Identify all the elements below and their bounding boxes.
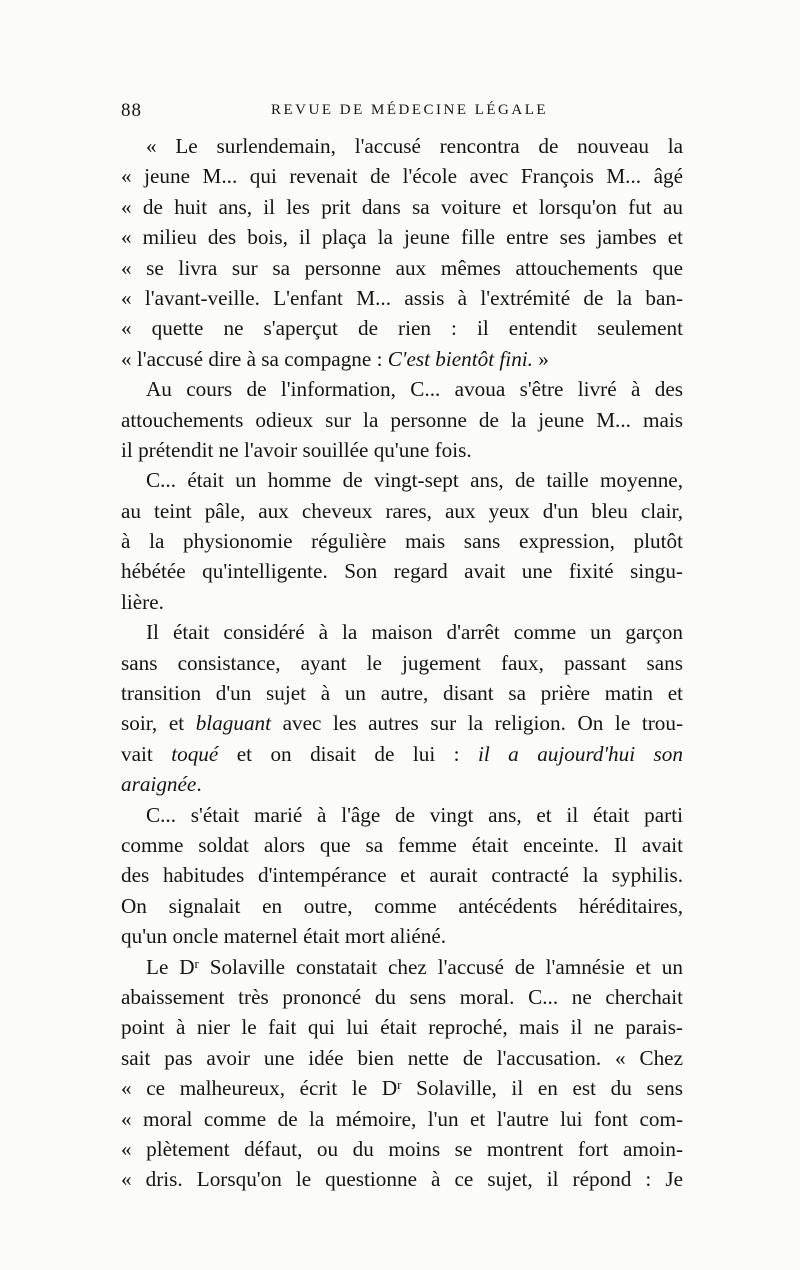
text-line: « plètement défaut, ou du moins se montrent fort amoin- [121, 1136, 683, 1161]
text-line: attouchements odieux sur la personne de la jeune M... mais [121, 407, 683, 432]
text-line: point à nier le fait qui lui était reproché, mais il ne parais- [121, 1015, 683, 1040]
text-line: « se livra sur sa personne aux mêmes attouchements que [121, 255, 683, 280]
text-line: lière. [121, 589, 164, 614]
text-line: « quette ne s'aperçut de rien : il entendit seulement [121, 316, 683, 341]
text-line: comme soldat alors que sa femme était enceinte. Il avait [121, 832, 683, 857]
text-line: il prétendit ne l'avoir souillée qu'une fois. [121, 437, 472, 462]
text-line: Il était considéré à la maison d'arrêt comme un garçon [146, 620, 683, 645]
text-line: « dris. Lorsqu'on le questionne à ce sujet, il répond : Je [121, 1167, 683, 1192]
running-title: REVUE DE MÉDECINE LÉGALE [271, 102, 549, 118]
text-line: sait pas avoir une idée bien nette de l'accusation. « Chez [121, 1045, 683, 1070]
text-line: abaissement très prononcé du sens moral. C... ne cherchait [121, 984, 683, 1009]
body-text [121, 131, 683, 1195]
text-line: Au cours de l'information, C... avoua s'être livré à des [146, 377, 683, 402]
text-line: transition d'un sujet à un autre, disant sa prière matin et [121, 681, 683, 706]
text-line: hébétée qu'intelligente. Son regard avait une fixité singu- [121, 559, 683, 584]
text-line: « Le surlendemain, l'accusé rencontra de nouveau la [146, 134, 683, 158]
text-line: « l'avant-veille. L'enfant M... assis à l'extrémité de la ban- [121, 285, 683, 310]
text-line: « milieu des bois, il plaça la jeune fille entre ses jambes et [121, 225, 683, 250]
text-line: « jeune M... qui revenait de l'école avec François M... âgé [121, 164, 683, 189]
text-line: C... était un homme de vingt-sept ans, de taille moyenne, [146, 468, 683, 493]
text-line: à la physionomie régulière mais sans expression, plutôt [121, 529, 683, 554]
text-line: au teint pâle, aux cheveux rares, aux yeux d'un bleu clair, [121, 498, 683, 523]
text-line: On signalait en outre, comme antécédents héréditaires, [121, 893, 683, 918]
running-header [121, 100, 683, 126]
page-number: 88 [121, 100, 142, 121]
text-line: Le $D^r$ Solaville constatait chez l'accusé de l'amnésie et un [146, 954, 683, 979]
text-line: « de huit ans, il les prit dans sa voiture et lorsqu'on fut au [121, 194, 683, 219]
text-line: qu'un oncle maternel était mort aliéné. [121, 924, 447, 949]
text-line: sans consistance, ayant le jugement faux, passant sans [121, 650, 683, 675]
text-line: soir, et blaguant avec les autres sur la religion. On le trou- [121, 711, 683, 736]
text-line: araignée. [121, 772, 202, 797]
text-line: « ce malheureux, écrit le $D^r$ Solaville, il en est du sens [121, 1076, 683, 1101]
text-line: des habitudes d'intempérance et aurait contracté la syphilis. [121, 863, 683, 888]
text-line: « l'accusé dire à sa compagne : C'est bientôt fini. » [121, 346, 549, 371]
text-line: « moral comme de la mémoire, l'un et l'autre lui font com- [121, 1106, 683, 1131]
text-line: vait toqué et on disait de lui : il a aujourd'hui son [121, 741, 683, 766]
text-line: C... s'était marié à l'âge de vingt ans, et il était parti [146, 802, 683, 827]
